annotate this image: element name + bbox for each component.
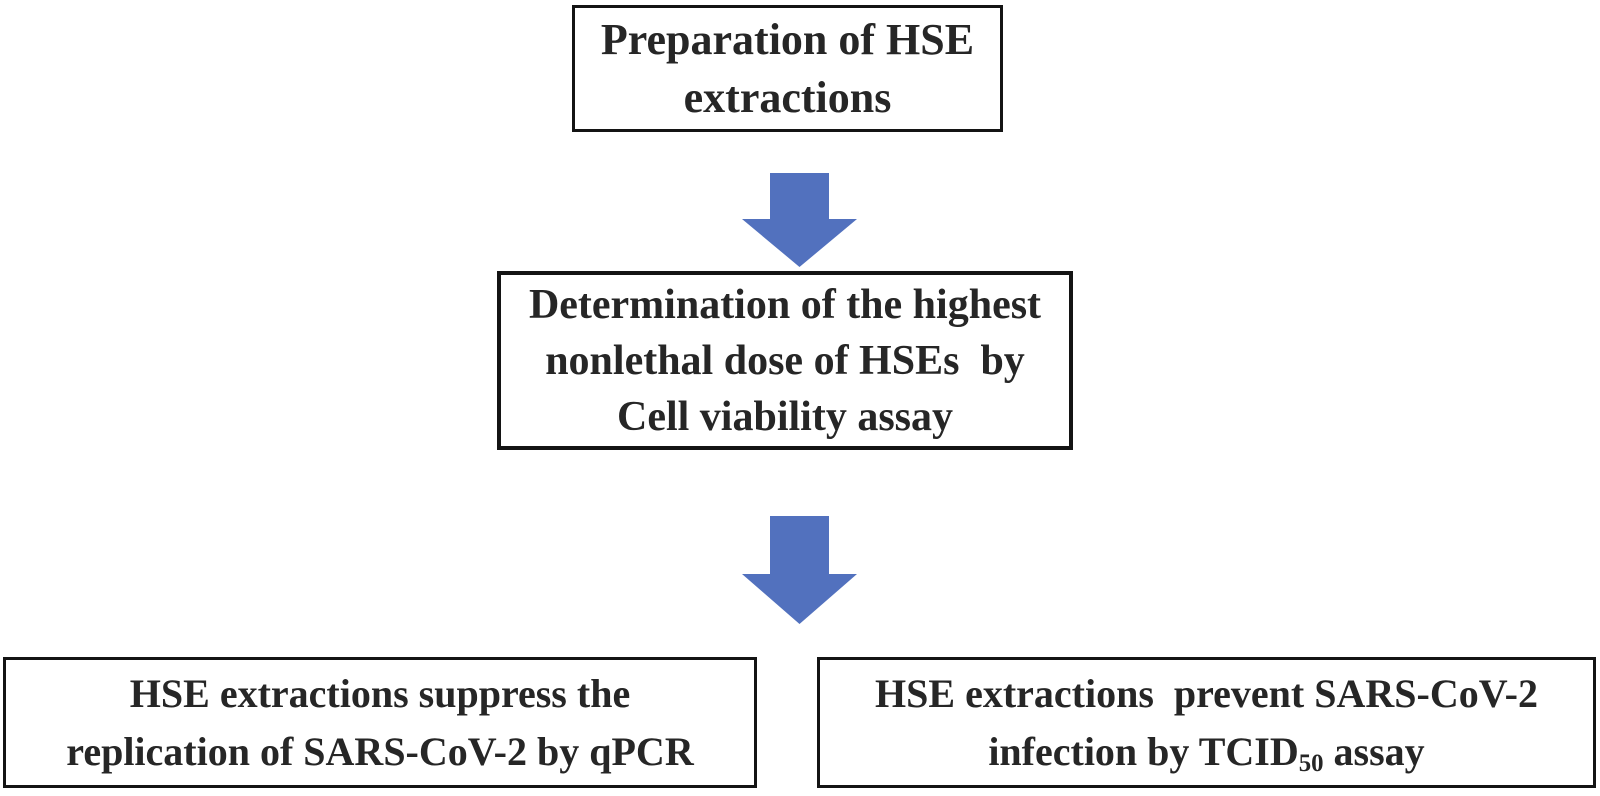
down-arrow-icon [742,173,857,267]
flowchart-box-preparation [572,5,1003,132]
box-text-segment: infection by TCID [988,728,1299,774]
box-text-line: Cell viability assay [616,393,954,440]
box-text-line: extractions [683,72,892,122]
box-text-line: HSE extractions suppress the [129,670,631,716]
down-arrow-shape [742,173,857,267]
tcid50-subscript: 50 [1298,749,1324,777]
box-text-line [988,723,1424,781]
box-text-segment: assay [1323,728,1425,774]
box-text-line: replication of SARS-CoV-2 by qPCR [66,728,694,774]
down-arrow-icon [742,516,857,624]
flowchart-box-tcid-result [817,657,1596,788]
box-text-line: Preparation of HSE [600,14,975,64]
box-text-line: Determination of the highest [528,281,1042,328]
flowchart-box-dose-determination [497,271,1073,450]
box-text-line: nonlethal dose of HSEs by [545,337,1025,384]
box-text-line: HSE extractions prevent SARS-CoV-2 [875,670,1538,716]
down-arrow-shape [742,516,857,624]
flowchart-box-qpcr-result [3,657,757,788]
